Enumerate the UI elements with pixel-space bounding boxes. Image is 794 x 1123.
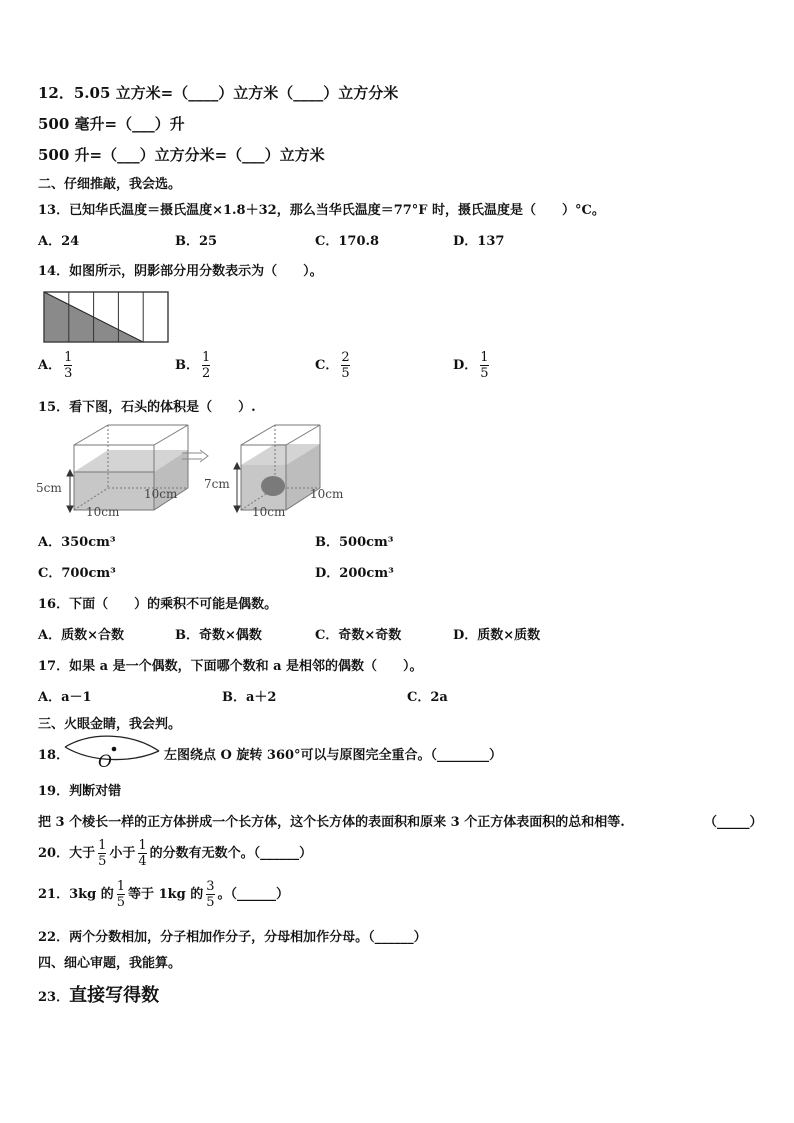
q23-heading — [38, 981, 159, 1007]
q15-option-b: B．500cm³ — [315, 535, 394, 550]
numerator: 1 — [98, 838, 107, 853]
q12-line2: 500 毫升=（___）升 — [38, 115, 185, 133]
q13-stem: 13．已知华氏温度＝摄氏温度×1.8＋32，那么当华氏温度＝77°F 时，摄氏温度是（ ）°C。 — [38, 203, 605, 218]
numerator: 1 — [202, 350, 211, 365]
q19-text: 把 3 个棱长一样的正方体拼成一个长方体，这个长方体的表面积和原来 3 个正方体表面积的总和相等. — [38, 815, 625, 830]
q17-option-b: B．a＋2 — [222, 690, 277, 705]
q16-option-b: B．奇数×偶数 — [175, 628, 262, 643]
denominator: 2 — [202, 366, 211, 381]
q14-option-a-label: A． — [38, 358, 62, 373]
q14-stem: 14．如图所示，阴影部分用分数表示为（ ）。 — [38, 264, 323, 279]
q15-right-height-label: 7cm — [204, 477, 230, 491]
q17-option-c: C．2a — [407, 690, 448, 705]
q22-text: 22．两个分数相加，分子相加作分子，分母相加作分母。（______） — [38, 930, 427, 945]
q18-point-label: O — [98, 752, 112, 769]
q16-option-a: A．质数×合数 — [38, 628, 124, 643]
numerator: 1 — [480, 350, 489, 365]
q21-middle: 等于 1kg 的 — [128, 887, 204, 902]
q14-option-a-fraction — [64, 350, 72, 381]
q21-fraction-1 — [117, 879, 125, 910]
q15-stem: 15．看下图，石头的体积是（ ）. — [38, 400, 256, 415]
numerator: 1 — [138, 838, 147, 853]
q21-suffix: 。（______） — [217, 887, 290, 902]
q18-number: 18． — [38, 748, 70, 763]
q13-option-a: A．24 — [38, 234, 80, 249]
q14-option-b-fraction — [202, 350, 210, 381]
q23-number: 23． — [38, 990, 70, 1005]
q16-option-c: C．奇数×奇数 — [315, 628, 402, 643]
q21-prefix: 21．3kg 的 — [38, 887, 114, 902]
q19-answer-blank: （_____） — [704, 815, 763, 830]
q14-option-b-label: B． — [175, 358, 199, 373]
q14-option-c — [315, 350, 353, 381]
q14-option-b — [175, 350, 213, 381]
q20-middle: 小于 — [109, 846, 136, 861]
q16-stem: 16．下面（ ）的乘积不可能是偶数。 — [38, 597, 278, 612]
q15-right-depth-label: 10cm — [310, 487, 344, 501]
section-4-heading: 四、细心审题，我能算。 — [38, 956, 182, 971]
section-3-heading: 三、火眼金睛，我会判。 — [38, 717, 182, 732]
q15-option-a: A．350cm³ — [38, 535, 116, 550]
numerator: 2 — [341, 350, 350, 365]
q14-option-a — [38, 350, 75, 381]
numerator: 3 — [206, 879, 215, 894]
q23-title: 直接写得数 — [69, 985, 160, 1006]
q14-shaded-rectangle-figure — [43, 291, 170, 343]
q15-stone — [261, 476, 285, 496]
q21-line — [38, 879, 289, 910]
q14-option-d-label: D． — [453, 358, 478, 373]
numerator: 1 — [116, 879, 126, 894]
section-2-heading: 二、仔细推敲，我会选。 — [38, 177, 182, 192]
q15-option-d: D．200cm³ — [315, 566, 394, 581]
q20-fraction-1 — [98, 838, 106, 869]
q20-prefix: 20．大于 — [38, 846, 96, 861]
denominator: 5 — [206, 895, 215, 910]
q15-left-height-label: 5cm — [36, 481, 62, 495]
q16-option-d: D．质数×质数 — [453, 628, 541, 643]
q15-left-width-label: 10cm — [86, 505, 120, 519]
q17-stem: 17．如果 a 是一个偶数，下面哪个数和 a 是相邻的偶数（ ）。 — [38, 659, 423, 674]
q13-option-b: B．25 — [175, 234, 218, 249]
q20-fraction-2 — [138, 838, 146, 869]
q12-line1: 12．5.05 立方米=（____）立方米（____）立方分米 — [38, 84, 399, 102]
numerator: 1 — [64, 350, 73, 365]
q14-option-d — [453, 350, 492, 381]
q14-option-c-fraction — [341, 350, 349, 381]
q12-line3: 500 升=（___）立方分米=（___）立方米 — [38, 146, 325, 164]
q15-option-c: C．700cm³ — [38, 566, 116, 581]
q17-option-a: A．a－1 — [38, 690, 92, 705]
q15-left-depth-label: 10cm — [144, 487, 178, 501]
q15-right-width-label: 10cm — [252, 505, 286, 519]
denominator: 3 — [64, 366, 73, 381]
q20-line — [38, 838, 312, 869]
denominator: 5 — [116, 895, 126, 910]
q21-fraction-2 — [206, 879, 214, 910]
denominator: 5 — [341, 366, 350, 381]
q14-option-c-label: C． — [315, 358, 339, 373]
denominator: 5 — [480, 366, 489, 381]
q15-container-figure — [36, 420, 356, 520]
q19-title: 19．判断对错 — [38, 784, 122, 799]
q13-option-c: C．170.8 — [315, 234, 380, 249]
q18-text: 左图绕点 O 旋转 360°可以与原图完全重合。（________） — [164, 748, 503, 763]
q20-suffix: 的分数有无数个。（______） — [149, 846, 313, 861]
denominator: 5 — [98, 854, 107, 869]
q14-option-d-fraction — [480, 350, 488, 381]
q13-option-d: D．137 — [453, 234, 505, 249]
q18-wave-figure — [62, 735, 166, 769]
denominator: 4 — [138, 854, 147, 869]
